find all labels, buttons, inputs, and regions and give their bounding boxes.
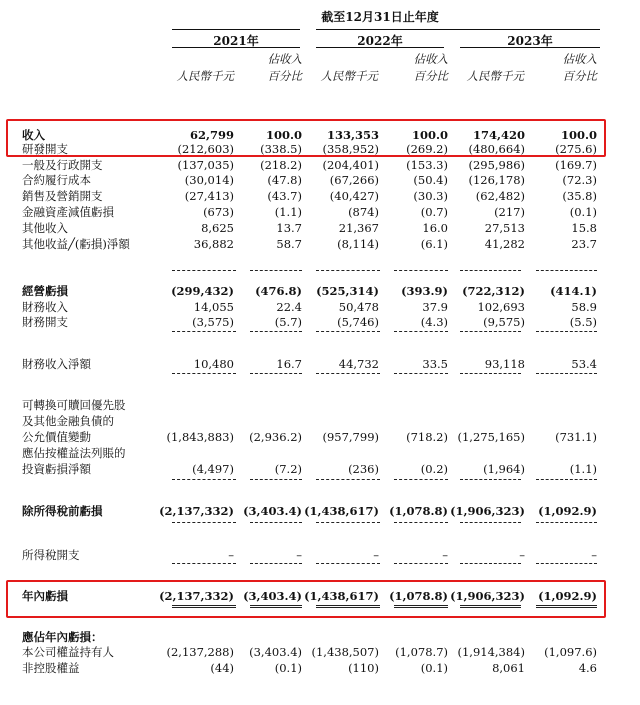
cell-value: (1,097.6) xyxy=(544,645,597,659)
table-row xyxy=(0,397,640,414)
table-row xyxy=(0,413,640,430)
cell-value: (5.7) xyxy=(274,315,302,329)
table-row xyxy=(0,660,640,677)
table-row xyxy=(0,445,640,462)
row-label: 年內虧損 xyxy=(22,589,68,603)
cell-value: (0.1) xyxy=(420,661,448,675)
cell-value: (731.1) xyxy=(555,430,597,444)
cell-value: (2,936.2) xyxy=(249,430,302,444)
header-rule xyxy=(316,29,600,30)
row-label: 應佔按權益法列賬的 xyxy=(22,446,126,460)
cell-value: (1,914,384) xyxy=(457,645,525,659)
cell-value: 41,282 xyxy=(484,237,525,251)
cell-value: (72.3) xyxy=(562,173,597,187)
cell-value: 21,367 xyxy=(338,221,379,235)
cell-value: 93,118 xyxy=(484,357,525,371)
row-label: 非控股權益 xyxy=(22,661,80,675)
cell-value: (1,092.9) xyxy=(538,504,597,518)
cell-value: – xyxy=(519,548,525,562)
cell-value: 8,625 xyxy=(201,221,234,235)
table-row xyxy=(0,236,640,253)
cell-value: (1,438,507) xyxy=(311,645,379,659)
cell-value: (476.8) xyxy=(255,284,302,298)
cell-value: (338.5) xyxy=(260,142,302,156)
cell-value: (4.3) xyxy=(420,315,448,329)
cell-value: (874) xyxy=(348,205,379,219)
dashed-rule xyxy=(460,270,521,271)
cell-value: – xyxy=(296,548,302,562)
col-pct-line2: 百分比 xyxy=(413,69,448,83)
table-row xyxy=(0,356,640,373)
cell-value: (50.4) xyxy=(413,173,448,187)
cell-value: (212,603) xyxy=(177,142,234,156)
row-label: 研發開支 xyxy=(22,142,68,156)
dashed-rule xyxy=(316,270,380,271)
cell-value: (204,401) xyxy=(322,158,379,172)
cell-value: 58.7 xyxy=(276,237,302,251)
dashed-rule xyxy=(250,270,302,271)
cell-value: (525,314) xyxy=(316,284,379,298)
table-row xyxy=(0,172,640,189)
cell-value: (110) xyxy=(348,661,379,675)
cell-value: (236) xyxy=(348,462,379,476)
cell-value: (414.1) xyxy=(550,284,597,298)
dashed-rule xyxy=(250,479,302,480)
cell-value: (9,575) xyxy=(483,315,525,329)
cell-value: 23.7 xyxy=(571,237,597,251)
cell-value: 37.9 xyxy=(422,300,448,314)
dashed-rule xyxy=(460,373,521,374)
cell-value: 102,693 xyxy=(477,300,525,314)
dashed-rule xyxy=(172,373,236,374)
cell-value: 13.7 xyxy=(276,221,302,235)
dashed-rule xyxy=(394,563,448,564)
table-row xyxy=(0,220,640,237)
row-label: 公允價值變動 xyxy=(22,430,91,444)
dashed-rule xyxy=(316,563,380,564)
cell-value: (295,986) xyxy=(468,158,525,172)
cell-value: (1,092.9) xyxy=(538,589,597,603)
cell-value: 22.4 xyxy=(276,300,302,314)
cell-value: (1,078.8) xyxy=(389,589,448,603)
dashed-rule xyxy=(536,563,597,564)
cell-value: 100.0 xyxy=(560,128,597,142)
cell-value: (1,964) xyxy=(483,462,525,476)
cell-value: (6.1) xyxy=(420,237,448,251)
cell-value: 14,055 xyxy=(193,300,234,314)
dashed-rule xyxy=(394,270,448,271)
cell-value: (4,497) xyxy=(192,462,234,476)
dashed-rule xyxy=(536,270,597,271)
row-label: 除所得稅前虧損 xyxy=(22,504,103,518)
dashed-rule xyxy=(394,331,448,332)
year-2023: 2023年 xyxy=(507,34,553,48)
cell-value: (275.6) xyxy=(555,142,597,156)
dashed-rule xyxy=(316,331,380,332)
row-label: 金融資產減值虧損 xyxy=(22,205,114,219)
cell-value: (43.7) xyxy=(267,189,302,203)
cell-value: (299,432) xyxy=(171,284,234,298)
row-label: 及其他金融負債的 xyxy=(22,414,114,428)
highlight-box-annual-loss xyxy=(6,580,606,618)
cell-value: (7.2) xyxy=(274,462,302,476)
row-label: 財務收入 xyxy=(22,300,68,314)
row-label: 一般及行政開支 xyxy=(22,158,103,172)
cell-value: (5.5) xyxy=(569,315,597,329)
table-row xyxy=(0,188,640,205)
cell-value: 16.7 xyxy=(276,357,302,371)
cell-value: (35.8) xyxy=(562,189,597,203)
dashed-rule xyxy=(394,522,448,523)
cell-value: – xyxy=(228,548,234,562)
cell-value: (1,438,617) xyxy=(304,589,379,603)
cell-value: (480,664) xyxy=(468,142,525,156)
year-2021: 2021年 xyxy=(213,34,259,48)
dashed-rule xyxy=(460,479,521,480)
row-label: 應佔年內虧損： xyxy=(22,630,103,644)
cell-value: (2,137,288) xyxy=(166,645,234,659)
row-label: 經營虧損 xyxy=(22,284,68,298)
dashed-rule xyxy=(316,522,380,523)
cell-value: (957,799) xyxy=(322,430,379,444)
row-label: 所得稅開支 xyxy=(22,548,80,562)
cell-value: (1.1) xyxy=(569,462,597,476)
cell-value: 62,799 xyxy=(189,128,234,142)
cell-value: (673) xyxy=(203,205,234,219)
cell-value: (1.1) xyxy=(274,205,302,219)
cell-value: (30,014) xyxy=(184,173,234,187)
dashed-rule xyxy=(394,373,448,374)
row-label: 財務收入淨額 xyxy=(22,357,91,371)
cell-value: (218.2) xyxy=(260,158,302,172)
highlight-box-revenue-rd xyxy=(6,119,606,157)
dashed-rule xyxy=(172,479,236,480)
cell-value: 100.0 xyxy=(265,128,302,142)
col-pct-line1: 佔收入 xyxy=(413,52,448,66)
cell-value: (1,438,617) xyxy=(304,504,379,518)
cell-value: 133,353 xyxy=(326,128,379,142)
cell-value: (169.7) xyxy=(555,158,597,172)
cell-value: (2,137,332) xyxy=(159,504,234,518)
cell-value: 4.6 xyxy=(578,661,597,675)
period-heading: 截至12月31日止年度 xyxy=(321,10,439,24)
cell-value: (722,312) xyxy=(462,284,525,298)
year-2022: 2022年 xyxy=(357,34,403,48)
cell-value: 27,513 xyxy=(484,221,525,235)
table-row xyxy=(0,644,640,661)
cell-value: 100.0 xyxy=(411,128,448,142)
cell-value: (1,906,323) xyxy=(450,589,525,603)
cell-value: 174,420 xyxy=(472,128,525,142)
cell-value: 16.0 xyxy=(422,221,448,235)
row-label: 銷售及營銷開支 xyxy=(22,189,103,203)
cell-value: (1,078.8) xyxy=(389,504,448,518)
cell-value: 53.4 xyxy=(571,357,597,371)
cell-value: (3,575) xyxy=(192,315,234,329)
dashed-rule xyxy=(250,522,302,523)
dashed-rule xyxy=(394,479,448,480)
cell-value: 50,478 xyxy=(338,300,379,314)
dashed-rule xyxy=(536,331,597,332)
cell-value: (8,114) xyxy=(337,237,379,251)
table-row xyxy=(0,461,640,478)
table-row xyxy=(0,547,640,564)
row-label: 其他收入 xyxy=(22,221,68,235)
cell-value: (0.1) xyxy=(274,661,302,675)
cell-value: (0.1) xyxy=(569,205,597,219)
cell-value: (137,035) xyxy=(177,158,234,172)
dashed-rule xyxy=(250,563,302,564)
col-pct-line2: 百分比 xyxy=(562,69,597,83)
cell-value: – xyxy=(373,548,379,562)
dashed-rule xyxy=(250,373,302,374)
dashed-rule xyxy=(460,563,521,564)
table-row xyxy=(0,283,640,300)
row-label: 合約履行成本 xyxy=(22,173,91,187)
dashed-rule xyxy=(536,373,597,374)
row-label: 投資虧損淨額 xyxy=(22,462,91,476)
cell-value: (1,078.7) xyxy=(395,645,448,659)
row-label: 財務開支 xyxy=(22,315,68,329)
cell-value: (1,906,323) xyxy=(450,504,525,518)
cell-value: (47.8) xyxy=(267,173,302,187)
cell-value: (393.9) xyxy=(401,284,448,298)
col-pct-line1: 佔收入 xyxy=(562,52,597,66)
cell-value: – xyxy=(591,548,597,562)
dashed-rule xyxy=(536,479,597,480)
cell-value: (3,403.4) xyxy=(243,589,302,603)
dashed-rule xyxy=(250,331,302,332)
cell-value: (217) xyxy=(494,205,525,219)
cell-value: 10,480 xyxy=(193,357,234,371)
cell-value: (5,746) xyxy=(337,315,379,329)
col-rmb: 人民幣千元 xyxy=(466,69,524,83)
cell-value: (3,403.4) xyxy=(243,504,302,518)
dashed-rule xyxy=(536,522,597,523)
cell-value: (30.3) xyxy=(413,189,448,203)
cell-value: 15.8 xyxy=(571,221,597,235)
cell-value: 8,061 xyxy=(492,661,525,675)
cell-value: (153.3) xyxy=(406,158,448,172)
col-rmb: 人民幣千元 xyxy=(176,69,234,83)
cell-value: (1,275,165) xyxy=(457,430,525,444)
header-rule xyxy=(172,29,300,30)
cell-value: (67,266) xyxy=(329,173,379,187)
cell-value: 33.5 xyxy=(422,357,448,371)
cell-value: – xyxy=(442,548,448,562)
cell-value: (358,952) xyxy=(322,142,379,156)
cell-value: (718.2) xyxy=(406,430,448,444)
col-pct-line1: 佔收入 xyxy=(267,52,302,66)
cell-value: (2,137,332) xyxy=(159,589,234,603)
cell-value: (40,427) xyxy=(329,189,379,203)
cell-value: 44,732 xyxy=(338,357,379,371)
cell-value: (62,482) xyxy=(475,189,525,203)
cell-value: (3,403.4) xyxy=(249,645,302,659)
table-row xyxy=(0,429,640,446)
dashed-rule xyxy=(172,563,236,564)
dashed-rule xyxy=(316,479,380,480)
table-row xyxy=(0,204,640,221)
row-label: 收入 xyxy=(22,128,45,142)
dashed-rule xyxy=(172,522,236,523)
cell-value: 36,882 xyxy=(193,237,234,251)
cell-value: (269.2) xyxy=(406,142,448,156)
dashed-rule xyxy=(460,522,521,523)
dashed-rule xyxy=(460,331,521,332)
cell-value: (0.7) xyxy=(420,205,448,219)
col-pct-line2: 百分比 xyxy=(267,69,302,83)
cell-value: (126,178) xyxy=(468,173,525,187)
dashed-rule xyxy=(316,373,380,374)
table-row xyxy=(0,314,640,331)
table-row xyxy=(0,503,640,520)
cell-value: (1,843,883) xyxy=(166,430,234,444)
row-label: 可轉換可贖回優先股 xyxy=(22,398,126,412)
row-label: 其他收益╱(虧損)淨額 xyxy=(22,237,130,251)
dashed-rule xyxy=(172,270,236,271)
cell-value: (0.2) xyxy=(420,462,448,476)
cell-value: 58.9 xyxy=(571,300,597,314)
dashed-rule xyxy=(172,331,236,332)
cell-value: (44) xyxy=(210,661,234,675)
cell-value: (27,413) xyxy=(184,189,234,203)
col-rmb: 人民幣千元 xyxy=(320,69,378,83)
row-label: 本公司權益持有人 xyxy=(22,645,114,659)
